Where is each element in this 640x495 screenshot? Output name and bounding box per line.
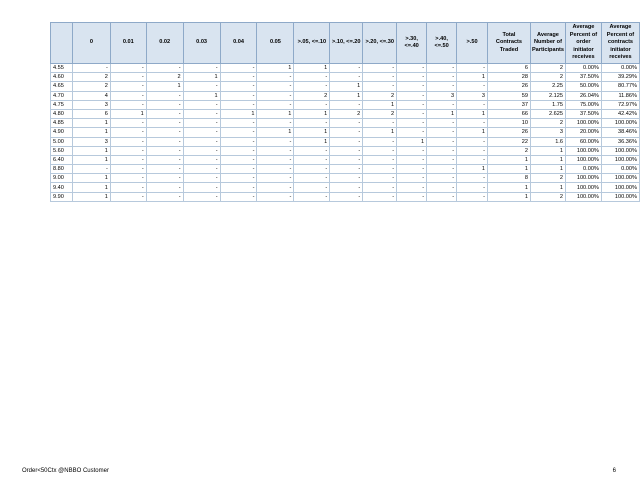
column-header	[51, 23, 73, 64]
table-cell: -	[363, 82, 397, 91]
table-cell: 26	[488, 82, 531, 91]
table-cell: 37.50%	[565, 73, 601, 82]
table-cell: -	[427, 64, 457, 73]
table-cell: 2	[530, 174, 565, 183]
table-cell: -	[294, 119, 330, 128]
column-header: Average Percent of contracts initiator receives	[601, 23, 639, 64]
table-cell: -	[330, 137, 363, 146]
table-cell: 3	[530, 128, 565, 137]
table-cell: -	[397, 64, 427, 73]
table-cell: 100.00%	[565, 119, 601, 128]
table-row	[51, 155, 640, 164]
row-label-cell: 5.60	[51, 146, 73, 155]
table-cell: -	[397, 100, 427, 109]
row-label-cell: 4.55	[51, 64, 73, 73]
table-cell: -	[363, 146, 397, 155]
table-cell: -	[330, 183, 363, 192]
table-cell: -	[183, 100, 220, 109]
table-cell: 1	[294, 64, 330, 73]
table-cell: -	[427, 174, 457, 183]
table-cell: 1	[294, 109, 330, 118]
table-cell: -	[72, 64, 110, 73]
table-cell: -	[183, 165, 220, 174]
table-row	[51, 109, 640, 118]
table-cell: -	[257, 91, 294, 100]
table-cell: -	[183, 82, 220, 91]
row-label-cell: 4.90	[51, 128, 73, 137]
table-header	[51, 23, 640, 64]
table-cell: -	[363, 137, 397, 146]
table-cell: 3	[72, 137, 110, 146]
column-header: Average Percent of order initiator receives	[565, 23, 601, 64]
table-row	[51, 137, 640, 146]
table-cell: 1	[397, 137, 427, 146]
table-cell: 100.00%	[565, 146, 601, 155]
column-header: >.10, <=.20	[330, 23, 363, 64]
table-cell: -	[330, 192, 363, 201]
row-label-cell: 4.85	[51, 119, 73, 128]
table-cell: 11.86%	[601, 91, 639, 100]
column-header: >.20, <=.30	[363, 23, 397, 64]
table-cell: -	[146, 146, 183, 155]
table-cell: -	[330, 146, 363, 155]
column-header: 0.05	[257, 23, 294, 64]
table-cell: 1	[257, 64, 294, 73]
table-cell: -	[457, 82, 488, 91]
table-cell: 1	[146, 82, 183, 91]
table-cell: -	[427, 82, 457, 91]
table-cell: 2.625	[530, 109, 565, 118]
table-cell: 6	[72, 109, 110, 118]
table-cell: -	[427, 137, 457, 146]
table-cell: -	[110, 192, 146, 201]
table-cell: 2	[488, 146, 531, 155]
table-cell: -	[110, 174, 146, 183]
table-cell: -	[183, 119, 220, 128]
table-cell: 100.00%	[565, 155, 601, 164]
table-cell: 3	[72, 100, 110, 109]
table-cell: -	[257, 119, 294, 128]
table-cell: 0.00%	[565, 165, 601, 174]
table-cell: 26	[488, 128, 531, 137]
table-cell: 1	[330, 91, 363, 100]
table-cell: 1	[530, 165, 565, 174]
table-cell: 0.00%	[601, 64, 639, 73]
table-cell: -	[220, 73, 257, 82]
table-row	[51, 128, 640, 137]
table-cell: -	[257, 73, 294, 82]
column-header: 0.02	[146, 23, 183, 64]
table-cell: 100.00%	[601, 119, 639, 128]
table-cell: -	[427, 146, 457, 155]
table-cell: -	[363, 183, 397, 192]
table-cell: 3	[427, 91, 457, 100]
table-cell: -	[257, 174, 294, 183]
table-cell: -	[220, 128, 257, 137]
table-cell: 1	[488, 155, 531, 164]
table-cell: 100.00%	[565, 174, 601, 183]
table-cell: -	[397, 192, 427, 201]
column-header: 0	[72, 23, 110, 64]
table-cell: -	[220, 192, 257, 201]
table-cell: -	[457, 100, 488, 109]
table-cell: -	[330, 128, 363, 137]
table-cell: 3	[457, 91, 488, 100]
table-cell: -	[110, 82, 146, 91]
table-cell: -	[294, 146, 330, 155]
table-body	[51, 64, 640, 202]
table-cell: -	[427, 119, 457, 128]
table-cell: 1	[72, 128, 110, 137]
table-cell: 20.00%	[565, 128, 601, 137]
table-row	[51, 183, 640, 192]
table-cell: -	[257, 165, 294, 174]
table-cell: -	[146, 91, 183, 100]
table-cell: 1	[257, 109, 294, 118]
table-cell: -	[457, 64, 488, 73]
table-cell: -	[110, 146, 146, 155]
table-cell: -	[330, 73, 363, 82]
table-cell: -	[110, 165, 146, 174]
table-cell: -	[330, 174, 363, 183]
table-cell: -	[110, 119, 146, 128]
table-cell: -	[457, 146, 488, 155]
table-cell: 2.125	[530, 91, 565, 100]
table-cell: 60.00%	[565, 137, 601, 146]
table-row	[51, 146, 640, 155]
table-cell: -	[330, 119, 363, 128]
table-cell: 50.00%	[565, 82, 601, 91]
table-row	[51, 73, 640, 82]
table-cell: 1	[457, 165, 488, 174]
table-cell: -	[257, 146, 294, 155]
row-label-cell: 4.65	[51, 82, 73, 91]
table-cell: 100.00%	[601, 174, 639, 183]
table-cell: -	[427, 73, 457, 82]
table-cell: 100.00%	[601, 192, 639, 201]
table-cell: -	[427, 100, 457, 109]
column-header: >.40, <=.50	[427, 23, 457, 64]
table-cell: 1	[530, 146, 565, 155]
table-cell: 1	[363, 100, 397, 109]
table-cell: 37	[488, 100, 531, 109]
table-cell: -	[457, 119, 488, 128]
table-cell: 0.00%	[601, 165, 639, 174]
row-label-cell: 4.70	[51, 91, 73, 100]
table-cell: 2	[294, 91, 330, 100]
column-header: >.05, <=.10	[294, 23, 330, 64]
table-cell: -	[294, 82, 330, 91]
table-cell: -	[183, 192, 220, 201]
table-cell: -	[457, 155, 488, 164]
table-row	[51, 174, 640, 183]
table-cell: -	[110, 137, 146, 146]
table-cell: -	[457, 183, 488, 192]
table-cell: 1	[72, 146, 110, 155]
table-cell: -	[397, 91, 427, 100]
table-cell: 1	[457, 73, 488, 82]
table-cell: 1	[427, 109, 457, 118]
table-cell: -	[146, 155, 183, 164]
table-cell: -	[457, 137, 488, 146]
table-cell: 75.00%	[565, 100, 601, 109]
table-cell: 1	[294, 137, 330, 146]
column-header: 0.03	[183, 23, 220, 64]
table-cell: 1.75	[530, 100, 565, 109]
table-cell: -	[257, 192, 294, 201]
table-cell: 8	[488, 174, 531, 183]
table-cell: 1	[72, 155, 110, 164]
table-cell: -	[363, 73, 397, 82]
table-cell: -	[220, 174, 257, 183]
table-cell: 59	[488, 91, 531, 100]
table-cell: -	[220, 100, 257, 109]
row-label-cell: 4.80	[51, 109, 73, 118]
table-cell: 39.29%	[601, 73, 639, 82]
table-cell: 1	[488, 165, 531, 174]
column-header: 0.01	[110, 23, 146, 64]
row-label-cell: 9.40	[51, 183, 73, 192]
table-row	[51, 119, 640, 128]
table-cell: 28	[488, 73, 531, 82]
table-cell: 100.00%	[565, 192, 601, 201]
table-cell: 72.97%	[601, 100, 639, 109]
table-cell: 1	[72, 192, 110, 201]
table-cell: -	[397, 165, 427, 174]
table-cell: -	[183, 109, 220, 118]
table-cell: 1	[72, 183, 110, 192]
table-cell: 1	[530, 183, 565, 192]
table-cell: -	[257, 100, 294, 109]
table-cell: 1	[183, 91, 220, 100]
table-row	[51, 64, 640, 73]
row-label-cell: 4.75	[51, 100, 73, 109]
table-cell: -	[183, 64, 220, 73]
table-cell: -	[146, 183, 183, 192]
table-cell: -	[294, 174, 330, 183]
table-cell: -	[220, 119, 257, 128]
table-cell: -	[257, 155, 294, 164]
table-cell: 2	[530, 192, 565, 201]
table-row	[51, 100, 640, 109]
table-cell: 2	[530, 119, 565, 128]
table-cell: -	[397, 109, 427, 118]
table-cell: 1	[330, 82, 363, 91]
table-cell: -	[363, 119, 397, 128]
table-cell: 1	[72, 119, 110, 128]
table-cell: -	[257, 137, 294, 146]
table-cell: -	[220, 64, 257, 73]
table-cell: 38.46%	[601, 128, 639, 137]
column-header: Total Contracts Traded	[488, 23, 531, 64]
table-cell: -	[146, 119, 183, 128]
table-cell: -	[183, 146, 220, 155]
table-cell: 100.00%	[601, 183, 639, 192]
table-cell: 2	[72, 73, 110, 82]
footer-caption: Order<50Ctx @NBBO Customer	[22, 468, 109, 474]
table-cell: 1	[257, 128, 294, 137]
table-cell: 10	[488, 119, 531, 128]
table-cell: 1	[530, 155, 565, 164]
table-cell: -	[220, 155, 257, 164]
table-cell: 22	[488, 137, 531, 146]
table-cell: 2	[530, 73, 565, 82]
table-cell: 1	[294, 128, 330, 137]
table-cell: -	[397, 183, 427, 192]
table-cell: -	[146, 100, 183, 109]
table-cell: 100.00%	[601, 155, 639, 164]
table-cell: -	[72, 165, 110, 174]
table-cell: 2.25	[530, 82, 565, 91]
table-cell: -	[146, 128, 183, 137]
table-cell: -	[110, 73, 146, 82]
table-cell: -	[397, 174, 427, 183]
table-cell: -	[397, 119, 427, 128]
column-header: 0.04	[220, 23, 257, 64]
table-cell: -	[220, 183, 257, 192]
table-cell: -	[427, 183, 457, 192]
row-label-cell: 4.60	[51, 73, 73, 82]
table-cell: 2	[72, 82, 110, 91]
table-cell: -	[146, 109, 183, 118]
table-cell: -	[183, 155, 220, 164]
table-cell: -	[397, 155, 427, 164]
table-row	[51, 192, 640, 201]
table-cell: -	[294, 165, 330, 174]
row-label-cell: 9.00	[51, 174, 73, 183]
table-cell: 37.50%	[565, 109, 601, 118]
table-cell: -	[397, 82, 427, 91]
column-header: >.50	[457, 23, 488, 64]
table-cell: 1.6	[530, 137, 565, 146]
row-label-cell: 8.80	[51, 165, 73, 174]
table-cell: -	[146, 174, 183, 183]
table-cell: -	[257, 82, 294, 91]
table-cell: -	[146, 64, 183, 73]
table-cell: -	[183, 174, 220, 183]
table-row	[51, 91, 640, 100]
table-cell: 6	[488, 64, 531, 73]
table-row	[51, 165, 640, 174]
header-row	[51, 23, 640, 64]
table-cell: -	[330, 155, 363, 164]
table-cell: -	[294, 183, 330, 192]
table-cell: -	[427, 155, 457, 164]
table-cell: 2	[363, 91, 397, 100]
table-cell: -	[363, 174, 397, 183]
table-cell: -	[257, 183, 294, 192]
table-cell: 0.00%	[565, 64, 601, 73]
table-cell: 2	[363, 109, 397, 118]
table-cell: -	[183, 137, 220, 146]
table-cell: -	[427, 192, 457, 201]
table-cell: -	[363, 192, 397, 201]
table-cell: -	[220, 165, 257, 174]
table-cell: -	[363, 165, 397, 174]
row-label-cell: 9.90	[51, 192, 73, 201]
table-cell: -	[110, 183, 146, 192]
table-cell: -	[183, 183, 220, 192]
table-cell: 1	[457, 128, 488, 137]
row-label-cell: 5.00	[51, 137, 73, 146]
table-cell: 1	[220, 109, 257, 118]
table-cell: -	[294, 155, 330, 164]
table-cell: 80.77%	[601, 82, 639, 91]
table-cell: 1	[488, 183, 531, 192]
table-cell: 1	[457, 109, 488, 118]
table-cell: 2	[330, 109, 363, 118]
data-sheet	[50, 22, 640, 202]
table-cell: 36.36%	[601, 137, 639, 146]
table-cell: 1	[72, 174, 110, 183]
column-header: >.30, <=.40	[397, 23, 427, 64]
table-cell: -	[294, 73, 330, 82]
table-cell: 2	[146, 73, 183, 82]
table-cell: 42.42%	[601, 109, 639, 118]
table-cell: -	[146, 137, 183, 146]
table-cell: -	[146, 192, 183, 201]
table-cell: 1	[110, 109, 146, 118]
table-cell: -	[330, 165, 363, 174]
table-cell: -	[294, 100, 330, 109]
table-row	[51, 82, 640, 91]
table-cell: -	[363, 155, 397, 164]
table-cell: -	[427, 128, 457, 137]
table-cell: -	[110, 64, 146, 73]
table-cell: -	[110, 100, 146, 109]
table-cell: -	[220, 146, 257, 155]
table-cell: -	[397, 146, 427, 155]
table-cell: 1	[183, 73, 220, 82]
table-cell: -	[110, 91, 146, 100]
table-cell: -	[457, 174, 488, 183]
table-cell: -	[220, 137, 257, 146]
page-number: 6	[612, 468, 616, 474]
table-cell: -	[110, 155, 146, 164]
table-cell: 1	[488, 192, 531, 201]
table-cell: -	[397, 128, 427, 137]
table-cell: -	[220, 82, 257, 91]
table-cell: -	[330, 100, 363, 109]
table-cell: 100.00%	[565, 183, 601, 192]
column-header: Average Number of Participants	[530, 23, 565, 64]
table-cell: -	[330, 64, 363, 73]
table-cell: 66	[488, 109, 531, 118]
table-cell: -	[146, 165, 183, 174]
table-cell: -	[397, 73, 427, 82]
table-cell: 4	[72, 91, 110, 100]
data-table	[50, 22, 640, 202]
table-cell: -	[110, 128, 146, 137]
row-label-cell: 6.40	[51, 155, 73, 164]
table-cell: 1	[363, 128, 397, 137]
table-cell: -	[363, 64, 397, 73]
table-cell: -	[427, 165, 457, 174]
table-cell: -	[294, 192, 330, 201]
table-cell: 26.04%	[565, 91, 601, 100]
table-cell: -	[220, 91, 257, 100]
table-cell: -	[183, 128, 220, 137]
table-cell: 100.00%	[601, 146, 639, 155]
table-cell: -	[457, 192, 488, 201]
table-cell: 2	[530, 64, 565, 73]
